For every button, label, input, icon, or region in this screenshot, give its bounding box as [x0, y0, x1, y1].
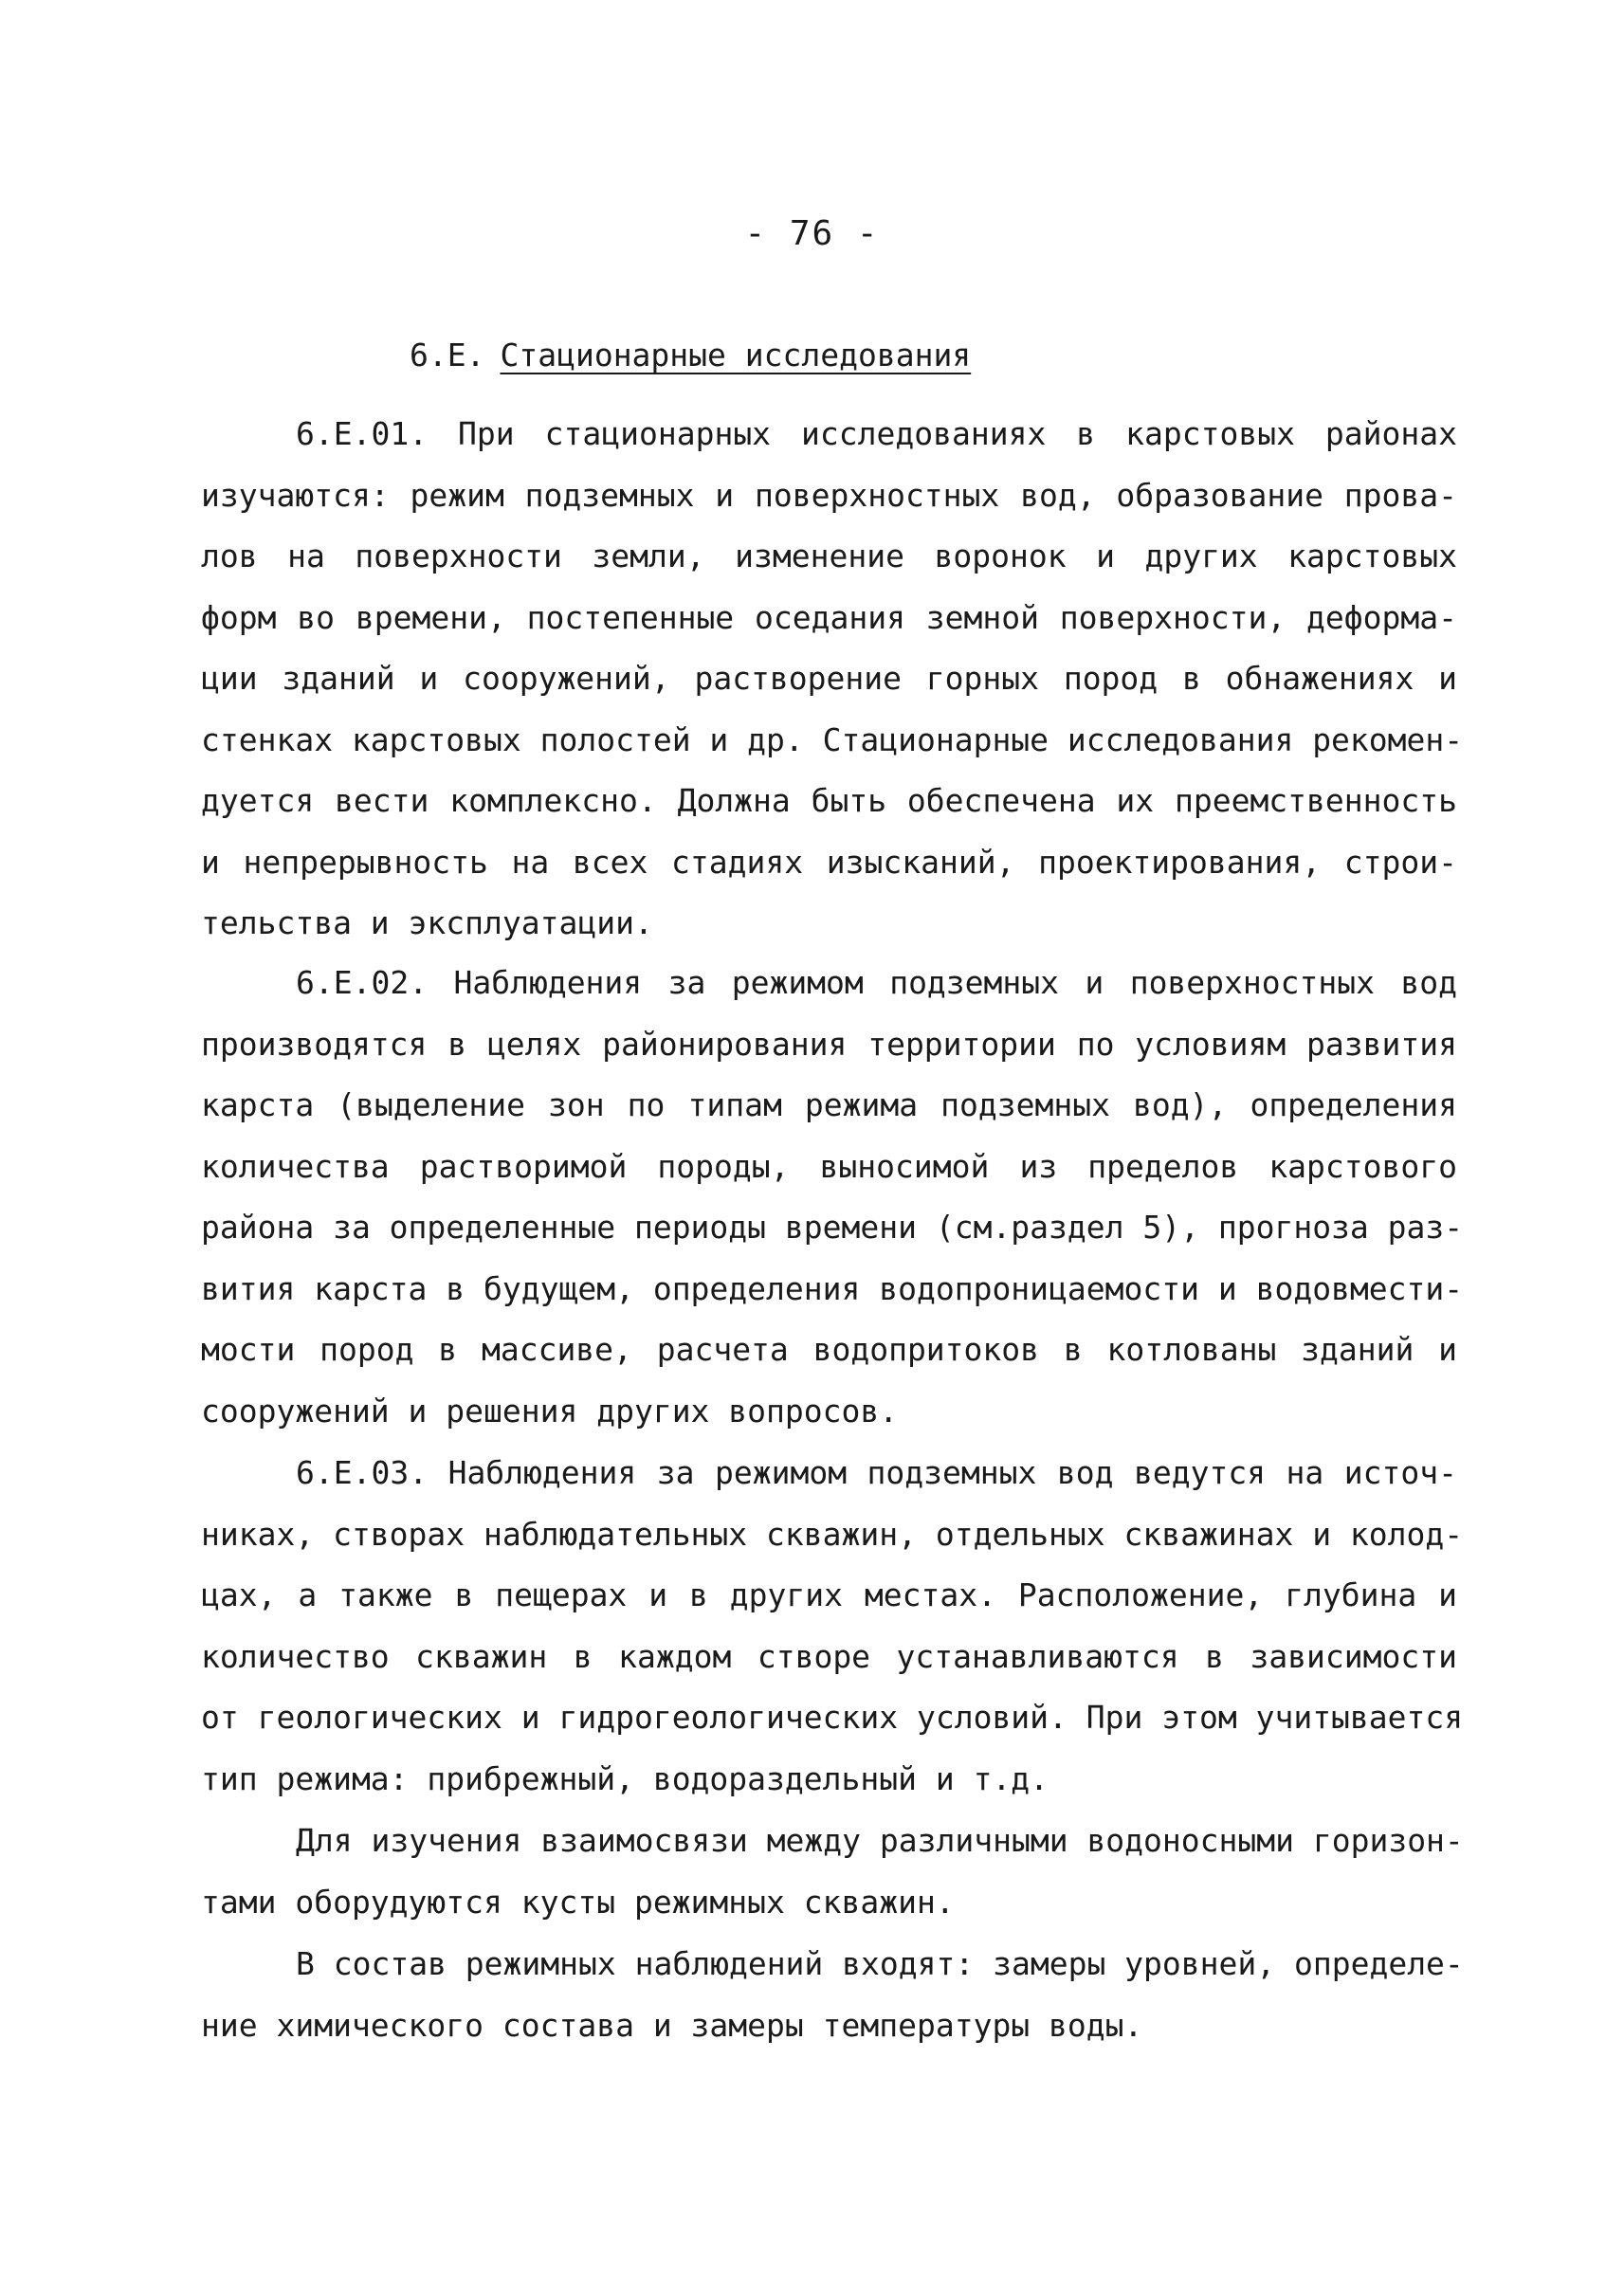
paragraph-observations — [201, 1934, 1464, 2056]
paragraph-line: 6.Е.01. При стационарных исследованиях в карстовых районах — [296, 415, 1457, 452]
paragraph-line: ние химического состава и замеры температуры воды. — [201, 2006, 1143, 2044]
paragraph-line: количества растворимой породы, выносимой из пределов карстового — [201, 1147, 1457, 1185]
paragraph-line: тельства и эксплуатации. — [201, 904, 653, 941]
paragraph-line: стенках карстовых полостей и др. Стационарные исследования рекомен- — [201, 720, 1464, 758]
paragraph-line: дуется вести комплексно. Должна быть обеспечена их преемственность — [201, 782, 1457, 819]
paragraph-line: тами оборудуются кусты режимных скважин. — [201, 1883, 955, 1921]
paragraph-line: цах, а также в пещерах и в других местах. Расположение, глубина и — [201, 1576, 1457, 1613]
section-title: Стационарные исследования — [500, 337, 972, 373]
paragraph-line: форм во времени, постепенные оседания земной поверхности, деформа- — [201, 598, 1457, 636]
paragraph-line: карста (выделение зон по типам режима подземных вод), определения — [201, 1086, 1457, 1123]
paragraph-line: мости пород в массиве, расчета водопритоков в котлованы зданий и — [201, 1331, 1457, 1368]
paragraph-line: 6.Е.02. Наблюдения за режимом подземных и поверхностных вод — [296, 964, 1457, 1001]
paragraph-line: ции зданий и сооружений, растворение горных пород в обнажениях и — [201, 660, 1457, 697]
paragraph-6e01 — [201, 404, 1464, 955]
paragraph-line: Для изучения взаимосвязи между различными водоносными горизон- — [296, 1822, 1464, 1859]
paragraph-line: никах, створах наблюдательных скважин, отдельных скважинах и колод- — [201, 1515, 1464, 1553]
paragraph-aquifers — [201, 1811, 1464, 1933]
paragraph-line: производятся в целях районирования территории по условиям развития — [201, 1025, 1457, 1063]
section-heading — [410, 337, 971, 373]
paragraph-line: вития карста в будущем, определения водопроницаемости и водовмести- — [201, 1269, 1464, 1307]
section-number: 6.Е. — [410, 337, 485, 373]
paragraph-line: района за определенные периоды времени (см.раздел 5), прогноза раз- — [201, 1209, 1464, 1246]
paragraph-6e02 — [201, 953, 1464, 1442]
paragraph-line: 6.Е.03. Наблюдения за режимом подземных вод ведутся на источ- — [296, 1454, 1457, 1491]
paragraph-line: тип режима: прибрежный, водораздельный и т.д. — [201, 1759, 1049, 1797]
page-number: - 76 - — [744, 214, 880, 253]
paragraph-line: лов на поверхности земли, изменение воронок и других карстовых — [201, 537, 1457, 574]
paragraph-line: от геологических и гидрогеологических условий. При этом учитывается — [201, 1699, 1464, 1736]
paragraph-line: В состав режимных наблюдений входят: замеры уровней, определе- — [296, 1945, 1464, 1982]
paragraph-line: и непрерывность на всех стадиях изысканий, проектирования, строи- — [201, 843, 1457, 881]
paragraph-line: количество скважин в каждом створе устанавливаются в зависимости — [201, 1637, 1457, 1675]
paragraph-line: изучаются: режим подземных и поверхностных вод, образование прова- — [201, 476, 1457, 514]
paragraph-line: сооружений и решения других вопросов. — [201, 1392, 899, 1430]
paragraph-6e03 — [201, 1443, 1464, 1810]
